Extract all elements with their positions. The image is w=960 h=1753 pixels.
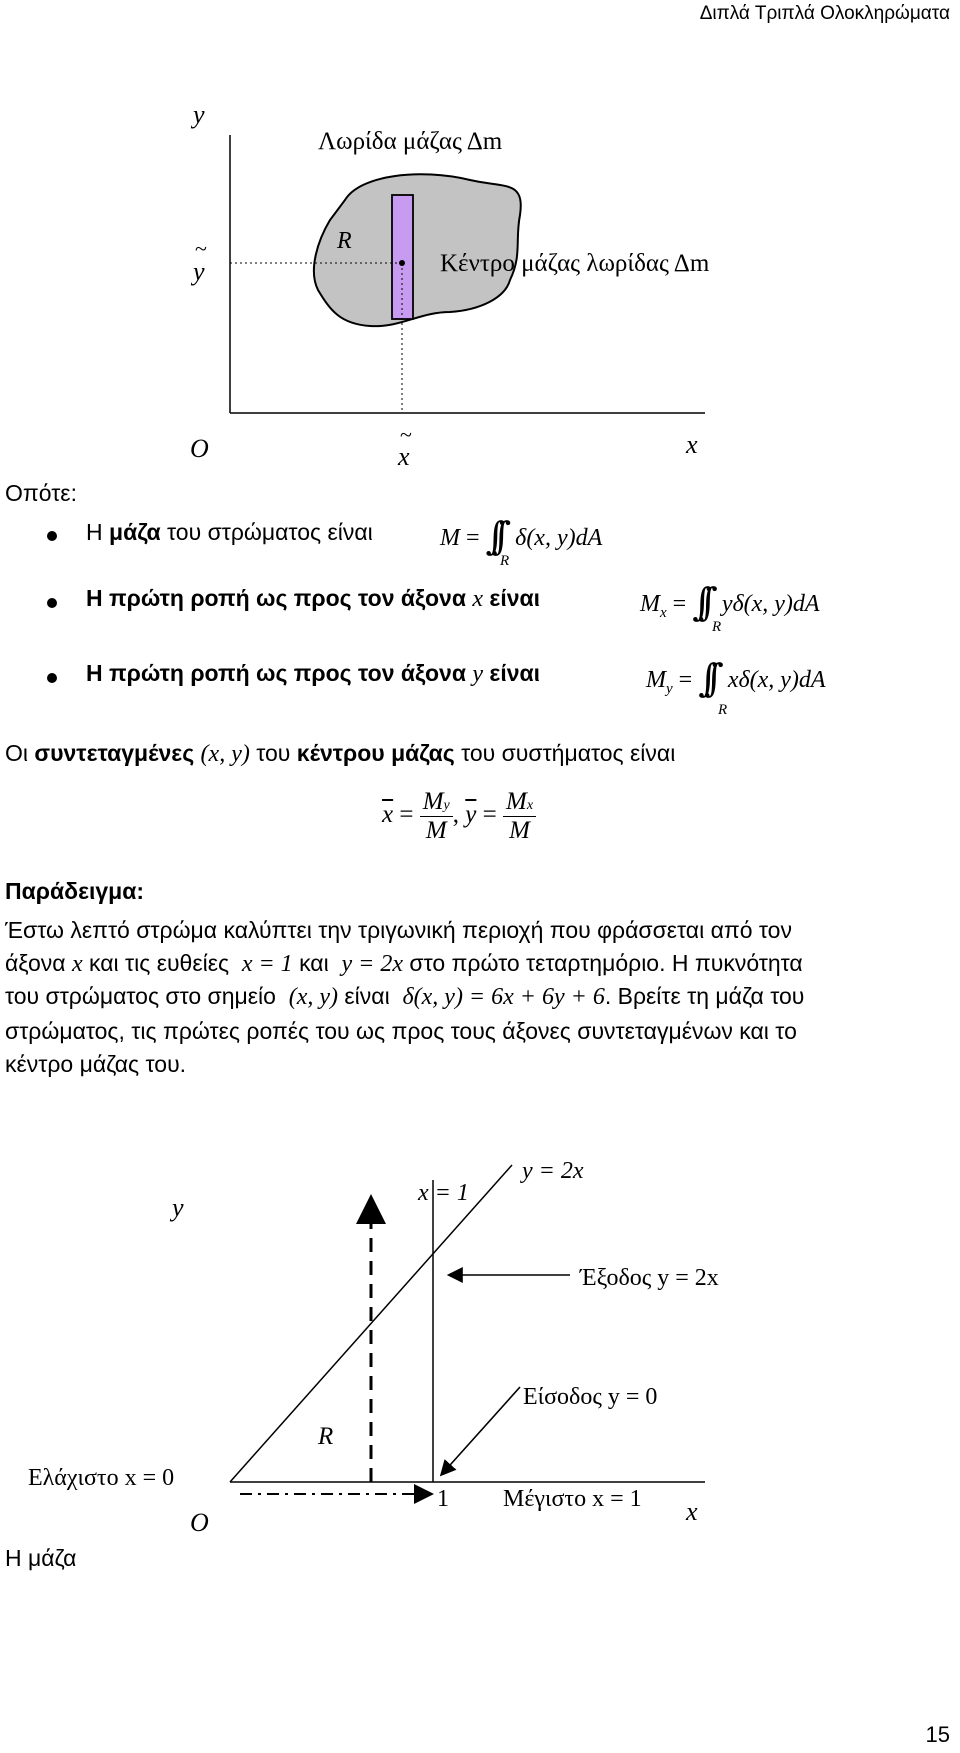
- fraction-my-over-m: $\frac{My}{M}$: [420, 788, 453, 845]
- example-line-1: Έστω λεπτό στρώμα καλύπτει την τριγωνική περιοχή που φράσσεται από τον: [5, 917, 792, 943]
- bullet-var: x: [472, 586, 484, 612]
- center-of-mass-label: Κέντρο μάζας λωρίδας Δm: [440, 250, 710, 277]
- fig2-x-axis-label: x: [686, 1497, 698, 1526]
- formula-lhs: M: [640, 591, 660, 617]
- bullet-text: του στρώματος είναι: [160, 519, 373, 545]
- integral-region: R: [718, 702, 728, 718]
- example-line-3: του στρώματος στο σημείο (x, y) είναι δ(x, y) = 6x + 6y + 6. Βρείτε τη μάζα του: [5, 983, 805, 1010]
- intro-text: Οπότε:: [5, 480, 77, 506]
- integral-region: R: [500, 553, 510, 569]
- fig2-y-axis-label: y: [172, 1193, 184, 1222]
- y-bar: $\overline{y}$: [465, 801, 477, 829]
- formula-integrand: yδ(x, y)dA: [721, 591, 820, 617]
- double-integral-icon: ∫∫: [692, 580, 704, 624]
- formula-integrand: δ(x, y)dA: [515, 525, 603, 551]
- bullet-dot: [47, 673, 57, 683]
- text: Οι: [5, 740, 35, 766]
- mass-strip: [392, 195, 413, 319]
- bullet-var: y: [472, 661, 484, 687]
- text: του συστήματος είναι: [461, 740, 676, 766]
- fig1-x-axis-label: x: [686, 430, 698, 459]
- formula-lhs: M: [646, 667, 666, 693]
- formula-subscript: y: [666, 681, 673, 697]
- fraction-mx-over-m: $\frac{Mx}{M}$: [503, 788, 536, 845]
- example-line-5: κέντρο μάζας του.: [5, 1051, 187, 1077]
- fig2-region-label: R: [318, 1423, 334, 1450]
- mass-formula: M = ∫∫ δ(x, y)dA: [440, 514, 603, 558]
- equals-sign: =: [399, 801, 414, 829]
- y-tilde-mark: ~: [195, 236, 207, 261]
- formula-subscript: x: [660, 605, 667, 621]
- bullet-text: Η πρώτη ροπή ως προς τον άξονα: [86, 660, 466, 686]
- strip-label: Λωρίδα μάζας Δm: [318, 128, 503, 155]
- integral-region: R: [712, 619, 722, 635]
- entry-pointer: [442, 1387, 520, 1474]
- bullet-dot: [47, 598, 57, 608]
- line-label: y = 2x: [522, 1158, 584, 1184]
- page-number: 15: [925, 1722, 950, 1747]
- x-tilde-mark: ~: [400, 422, 412, 447]
- centroid-coords: (x, y): [200, 741, 250, 767]
- exit-label: Έξοδος y = 2x: [580, 1265, 719, 1291]
- running-header: Διπλά Τριπλά Ολοκληρώματα: [699, 3, 950, 24]
- strip-center-dot: [399, 260, 405, 266]
- bullet-bold-term: μάζα: [109, 519, 161, 545]
- section-text-mass: Η μάζα: [5, 1545, 77, 1571]
- bullet-text: Η: [86, 519, 109, 545]
- equals-sign: =: [482, 801, 497, 829]
- example-line-4: στρώματος, τις πρώτες ροπές του ως προς τους άξονες συντεταγμένων και το: [5, 1018, 797, 1044]
- fig1-origin-label: O: [190, 434, 209, 463]
- comma: ,: [452, 801, 460, 829]
- x-tilde-label: x: [398, 442, 410, 471]
- region-label: R: [337, 228, 352, 254]
- y-tilde-label: y: [193, 257, 205, 286]
- formula-integrand: xδ(x, y)dA: [727, 667, 826, 693]
- example-heading: Παράδειγμα:: [5, 878, 145, 904]
- text: του: [256, 740, 297, 766]
- double-integral-icon: ∫∫: [485, 514, 498, 558]
- bold-term: συντεταγμένες: [34, 740, 195, 766]
- tick-one-label: 1: [437, 1486, 449, 1512]
- bold-term: κέντρου μάζας: [296, 740, 455, 766]
- bullet-moment-y: [86, 660, 540, 688]
- bullet-dot: [47, 531, 57, 541]
- moment-y-formula: $M_y$ = ∫∫ xδ(x, y)dA: [646, 656, 826, 700]
- bullet-text: Η πρώτη ροπή ως προς τον άξονα: [86, 585, 466, 611]
- x-bar: $\overline{x}$: [382, 801, 394, 829]
- fig1-y-axis-label: y: [193, 100, 205, 129]
- centroid-sentence: [5, 740, 675, 768]
- bullet-text: είναι: [489, 585, 541, 611]
- centroid-formula: [382, 788, 536, 845]
- formula-lhs: M: [440, 525, 460, 551]
- moment-x-formula: $M_x$ = ∫∫ yδ(x, y)dA: [640, 580, 820, 624]
- entry-label: Είσοδος y = 0: [523, 1384, 658, 1410]
- max-label: Μέγιστο x = 1: [503, 1486, 642, 1512]
- bullet-text: είναι: [489, 660, 541, 686]
- bullet-moment-x: [86, 585, 540, 613]
- example-line-2: άξονα x και τις ευθείες x = 1 και y = 2x στο πρώτο τεταρτημόριο. Η πυκνότητα: [5, 950, 803, 977]
- bullet-mass: [86, 519, 373, 546]
- fig2-origin-label: O: [190, 1508, 209, 1537]
- double-integral-icon: ∫∫: [698, 656, 710, 700]
- vline-label: x = 1: [418, 1180, 469, 1206]
- min-label: Ελάχιστο x = 0: [28, 1465, 175, 1491]
